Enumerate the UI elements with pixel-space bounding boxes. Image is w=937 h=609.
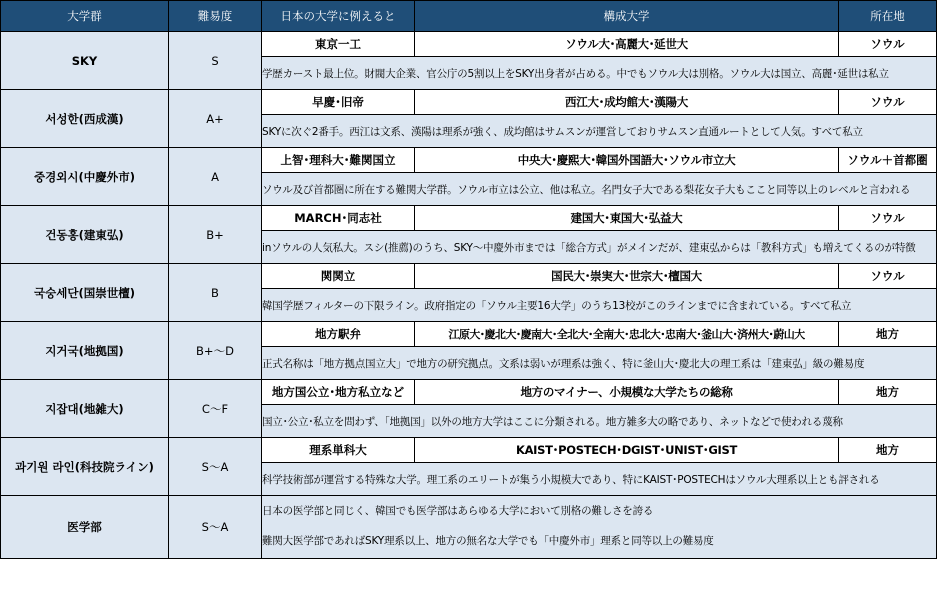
group-name: 과기원 라인(科技院ライン)	[1, 438, 169, 496]
table-row	[1, 438, 937, 463]
location: ソウル	[839, 264, 937, 289]
member-universities: 西江大･成均館大･漢陽大	[415, 90, 839, 115]
header-level: 難易度	[169, 1, 262, 32]
group-name: 지잡대(地雑大)	[1, 380, 169, 438]
location: ソウル	[839, 206, 937, 231]
member-universities: 国民大･崇実大･世宗大･檀国大	[415, 264, 839, 289]
table-row	[1, 322, 937, 347]
japan-equivalent: 関関立	[262, 264, 415, 289]
member-universities: 江原大･慶北大･慶南大･全北大･全南大･忠北大･忠南大･釜山大･済州大･蔚山大	[415, 322, 839, 347]
japan-equivalent: 早慶･旧帝	[262, 90, 415, 115]
difficulty-level: S～A	[169, 496, 262, 559]
table-row	[1, 148, 937, 173]
japan-equivalent: MARCH･同志社	[262, 206, 415, 231]
difficulty-level: A+	[169, 90, 262, 148]
location: 地方	[839, 438, 937, 463]
group-note: SKYに次ぐ2番手。西江は文系、漢陽は理系が強く、成均館はサムスンが運営しておりサムスン直通ルートとして人気。すべて私立	[262, 115, 937, 148]
header-row	[1, 1, 937, 32]
group-note: inソウルの人気私大。スシ(推薦)のうち、SKY～中慶外市までは「総合方式」がメインだが、建東弘からは「教科方式」も増えてくるのが特徴	[262, 231, 937, 264]
header-equivalent: 日本の大学に例えると	[262, 1, 415, 32]
group-note: 国立･公立･私立を問わず、「地拠国」以外の地方大学はここに分類される。地方雑多大の略であり、ネットなどで使われる蔑称	[262, 405, 937, 438]
group-note: 科学技術部が運営する特殊な大学。理工系のエリートが集う小規模大であり、特にKAIST･POSTECHはソウル大理系以上とも評される	[262, 463, 937, 496]
japan-equivalent: 地方駅弁	[262, 322, 415, 347]
location: ソウル	[839, 32, 937, 57]
group-name: SKY	[1, 32, 169, 90]
group-note: ソウル及び首都圏に所在する難関大学群。ソウル市立は公立、他は私立。名門女子大である梨花女子大もここと同等以上のレベルと言われる	[262, 173, 937, 206]
group-note: 学歴カースト最上位。財閥大企業、官公庁の5割以上をSKY出身者が占める。中でもソウル大は別格。ソウル大は国立、高麗･延世は私立	[262, 57, 937, 90]
group-name: 서성한(西成漢)	[1, 90, 169, 148]
header-group: 大学群	[1, 1, 169, 32]
medical-note-1: 日本の医学部と同じく、韓国でも医学部はあらゆる大学において別格の難しさを誇る	[262, 505, 654, 517]
table-row	[1, 264, 937, 289]
table-row	[1, 90, 937, 115]
header-members: 構成大学	[415, 1, 839, 32]
member-universities: 中央大･慶熙大･韓国外国語大･ソウル市立大	[415, 148, 839, 173]
member-universities: 建国大･東国大･弘益大	[415, 206, 839, 231]
medical-notes	[262, 496, 937, 559]
difficulty-level: B+～D	[169, 322, 262, 380]
table-row	[1, 380, 937, 405]
member-universities: 地方のマイナー、小規模な大学たちの総称	[415, 380, 839, 405]
member-universities: KAIST･POSTECH･DGIST･UNIST･GIST	[415, 438, 839, 463]
location: 地方	[839, 322, 937, 347]
group-name: 지거국(地拠国)	[1, 322, 169, 380]
japan-equivalent: 理系単科大	[262, 438, 415, 463]
difficulty-level: S	[169, 32, 262, 90]
location: ソウル＋首都圏	[839, 148, 937, 173]
group-note: 正式名称は「地方拠点国立大」で地方の研究拠点。文系は弱いが理系は強く、特に釜山大･慶北大の理工系は「建東弘」級の難易度	[262, 347, 937, 380]
member-universities: ソウル大･高麗大･延世大	[415, 32, 839, 57]
group-name: 医学部	[1, 496, 169, 559]
medical-note-2: 難関大医学部であればSKY理系以上、地方の無名な大学でも「中慶外市」理系と同等以上の難易度	[262, 535, 714, 547]
difficulty-level: C～F	[169, 380, 262, 438]
location: ソウル	[839, 90, 937, 115]
group-name: 국숭세단(国崇世檀)	[1, 264, 169, 322]
table-row-medical	[1, 496, 937, 559]
difficulty-level: S～A	[169, 438, 262, 496]
table-row	[1, 206, 937, 231]
difficulty-level: A	[169, 148, 262, 206]
group-name: 중경외시(中慶外市)	[1, 148, 169, 206]
group-name: 건동홍(建東弘)	[1, 206, 169, 264]
difficulty-level: B	[169, 264, 262, 322]
japan-equivalent: 地方国公立･地方私立など	[262, 380, 415, 405]
japan-equivalent: 上智･理科大･難関国立	[262, 148, 415, 173]
group-note: 韓国学歴フィルターの下限ライン。政府指定の「ソウル主要16大学」のうち13校がこのラインまでに含まれている。すべて私立	[262, 289, 937, 322]
table-row	[1, 32, 937, 57]
location: 地方	[839, 380, 937, 405]
header-location: 所在地	[839, 1, 937, 32]
japan-equivalent: 東京一工	[262, 32, 415, 57]
difficulty-level: B+	[169, 206, 262, 264]
